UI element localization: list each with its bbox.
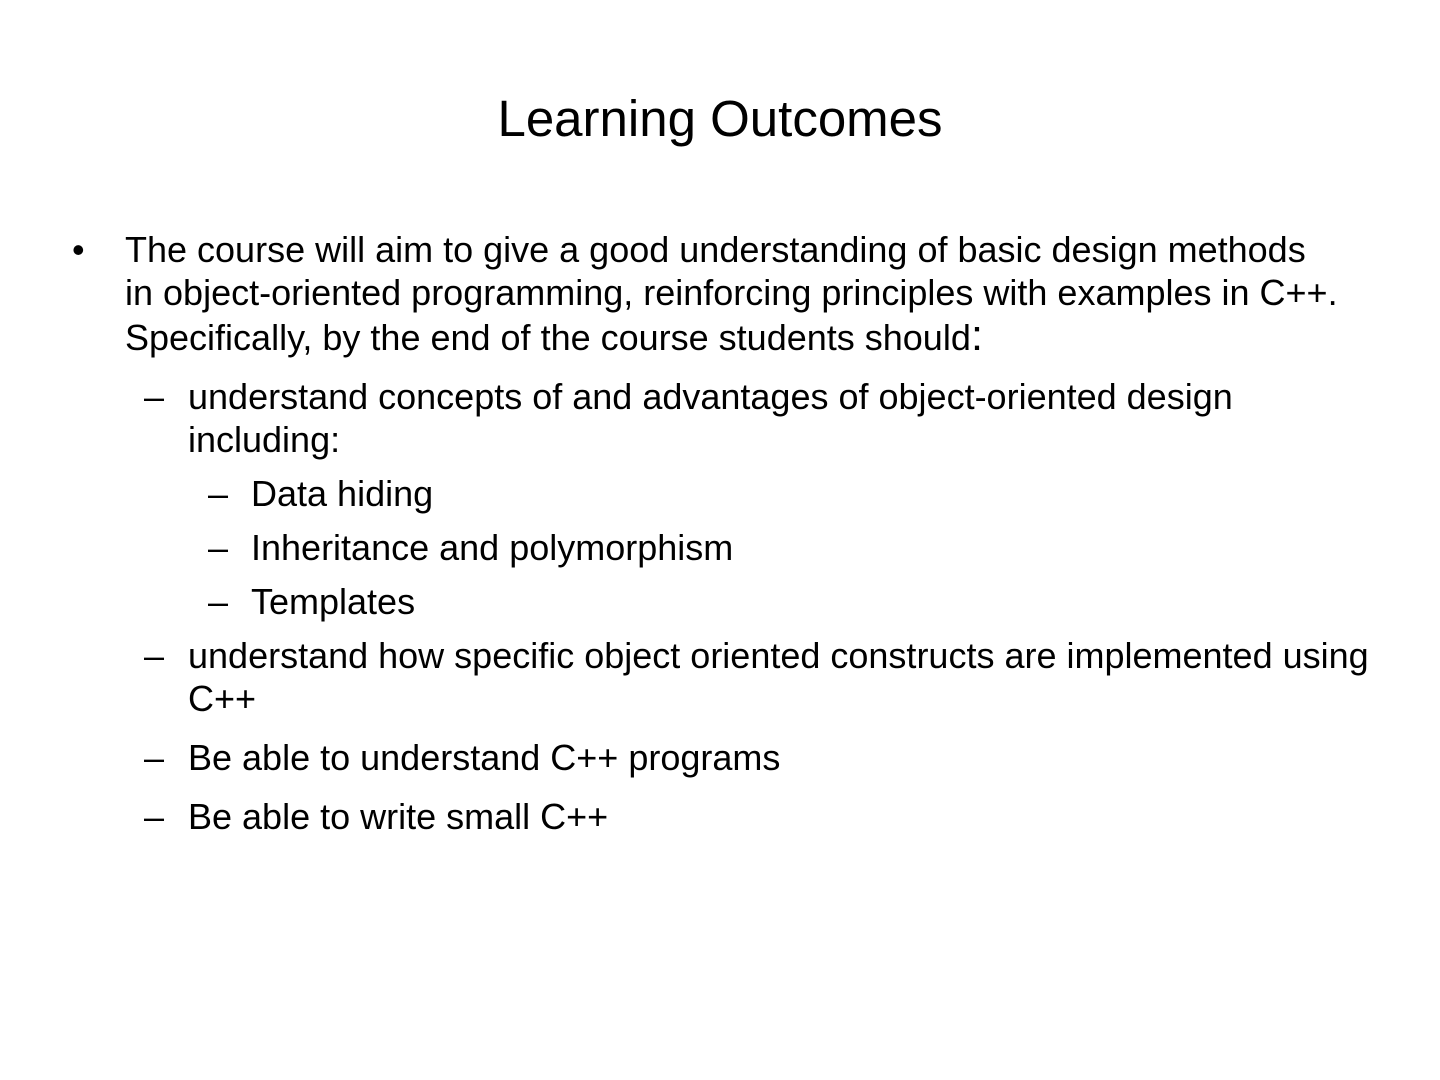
sub-item-text: Be able to understand C++ programs [188, 737, 781, 778]
slide-title: Learning Outcomes [497, 90, 943, 147]
sub-item-text: understand how specific object oriented constructs are implemented using C++ [188, 635, 1369, 719]
sub-item-concepts [0, 375, 1388, 461]
dash-icon: – [208, 473, 229, 514]
dash-icon: – [208, 581, 229, 622]
sub-sub-item-data-hiding [0, 472, 1351, 515]
slide-body [0, 228, 1440, 838]
dash-icon: – [208, 527, 229, 568]
bullet-main-colon: : [970, 311, 984, 360]
sub-item-text: understand concepts of and advantages of object-oriented design including: [188, 376, 1233, 460]
bullet-main-text: The course will aim to give a good understanding of basic design methods in object-oriented programming, reinforcing principles with examples in C++. Specifically, by the end of the course students should [125, 229, 1338, 358]
dash-icon: – [144, 635, 165, 676]
sub-sub-item-templates [0, 580, 1351, 623]
sub-sub-item-text: Inheritance and polymorphism [251, 527, 734, 568]
sub-sub-item-text: Templates [251, 581, 416, 622]
sub-item-text: Be able to write small C++ [188, 796, 609, 837]
sub-sub-item-inheritance [0, 526, 1351, 569]
sub-item-constructs [0, 634, 1388, 720]
dash-icon: – [144, 796, 165, 837]
dash-icon: – [144, 737, 165, 778]
bullet-dot-icon: • [72, 229, 85, 270]
sub-sub-item-text: Data hiding [251, 473, 434, 514]
sub-item-write-programs [0, 795, 1388, 838]
dash-icon: – [144, 376, 165, 417]
bullet-main [0, 228, 1340, 359]
sub-item-understand-programs [0, 736, 1388, 779]
